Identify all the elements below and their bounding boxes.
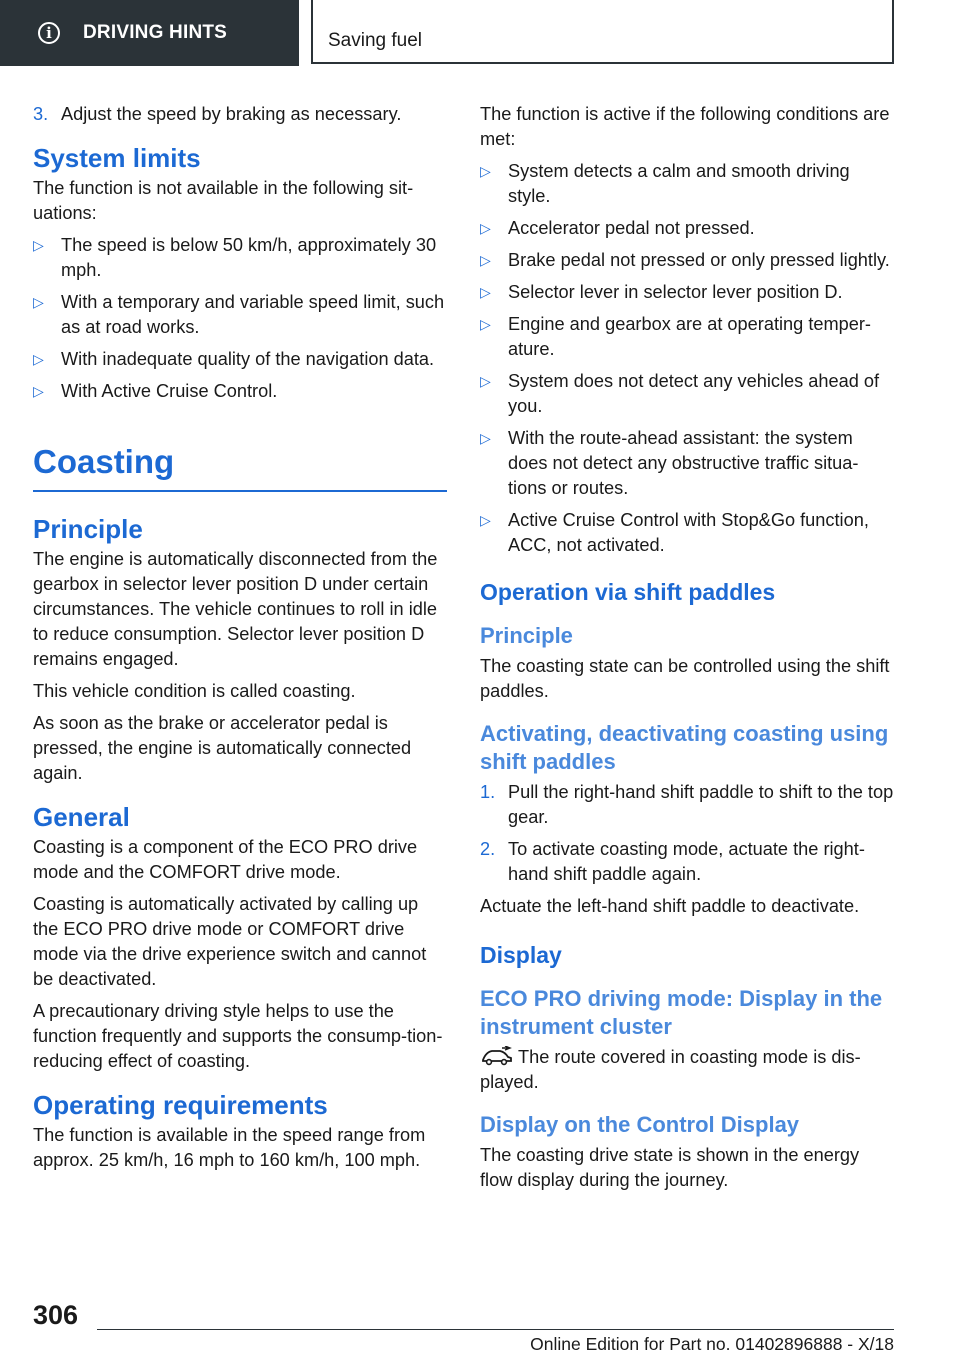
list-item-text: With inadequate quality of the navigation data. [61,349,435,369]
list-item [480,248,894,273]
paragraph: Coasting is a component of the ECO PRO drive mode and the COMFORT drive mode. [33,837,418,882]
right-column [480,102,894,1200]
system-limits-intro: The function is not available in the following sit‐uations: [33,178,414,223]
coasting-heading: Coasting [33,440,447,492]
triangle-bullet-icon: ▷ [33,294,44,310]
page-number: 306 [33,1300,79,1330]
list-item-text: With the route-ahead assistant: the system does not detect any obstructive traffic situa‐tions or routes. [508,428,859,498]
triangle-bullet-icon: ▷ [33,383,44,399]
list-item-text: With a temporary and variable speed limit, such as at road works. [61,292,445,337]
activating-steps [480,780,894,887]
step-number: 3. [33,104,49,124]
list-item-text: Brake pedal not pressed or only pressed lightly. [508,250,890,270]
list-item-text: Accelerator pedal not pressed. [508,218,755,238]
paragraph [480,1045,894,1095]
triangle-bullet-icon: ▷ [33,351,44,367]
list-item [33,347,447,372]
list-item [33,102,447,127]
chapter-tab [311,0,894,64]
list-item [480,159,894,209]
triangle-bullet-icon: ▷ [480,163,491,179]
list-item [480,369,894,419]
eco-display-heading: ECO PRO driving mode: Display in the instrument cluster [480,986,883,1039]
step-number: 1. [480,782,496,802]
list-item [480,508,894,558]
triangle-bullet-icon: ▷ [480,316,491,332]
list-item [480,780,894,830]
triangle-bullet-icon: ▷ [33,237,44,253]
conditions-intro: The function is active if the following conditions are met: [480,104,890,149]
triangle-bullet-icon: ▷ [480,252,491,268]
triangle-bullet-icon: ▷ [480,373,491,389]
paragraph: Coasting is automatically activated by calling up the ECO PRO drive mode or COMFORT drive mode via the drive experience switch and cannot be deactivated. [33,894,427,989]
triangle-bullet-icon: ▷ [480,284,491,300]
page-header [0,0,960,66]
list-item [480,216,894,241]
step-list [33,102,447,127]
conditions-list [480,159,894,558]
paragraph: A precautionary driving style helps to use the function frequently and supports the consump‐tion-reducing effect of coasting. [33,1001,443,1071]
list-item [33,290,447,340]
section-tab [0,0,299,66]
eco-display-text: The route covered in coasting mode is dis‐played. [480,1047,861,1092]
paragraph: Actuate the left-hand shift paddle to deactivate. [480,896,860,916]
triangle-bullet-icon: ▷ [480,430,491,446]
list-item [480,837,894,887]
list-item-text: System detects a calm and smooth driving style. [508,161,850,206]
coasting-car-icon [480,1046,514,1066]
paragraph: The coasting drive state is shown in the energy flow display during the journey. [480,1145,860,1190]
shift-paddles-heading: Operation via shift paddles [480,579,776,605]
paragraph: The engine is automatically disconnected from the gearbox in selector lever position D under certain circumstances. The vehicle continues to roll in idle to reduce consumption. Selector lever position D remains engaged. [33,549,438,669]
list-item [480,426,894,501]
principle-heading: Principle [33,514,143,544]
info-icon: i [38,22,60,44]
step-text: Pull the right-hand shift paddle to shift to the top gear. [508,782,894,827]
edition-text: Online Edition for Part no. 01402896888 - X/18 [530,1334,894,1354]
list-item-text: Engine and gearbox are at operating temper‐ature. [508,314,871,359]
step-text: Adjust the speed by braking as necessary. [61,104,402,124]
sp-principle-heading: Principle [480,623,573,648]
list-item [480,312,894,362]
paragraph: The coasting state can be controlled using the shift paddles. [480,656,890,701]
paragraph: As soon as the brake or accelerator pedal is pressed, the engine is automatically connected again. [33,713,412,783]
paragraph: This vehicle condition is called coasting. [33,681,356,701]
section-label: DRIVING HINTS [83,22,228,43]
general-heading: General [33,802,130,832]
footer-divider [97,1329,894,1330]
list-item-text: Selector lever in selector lever position D. [508,282,843,302]
system-limits-list [33,233,447,404]
list-item [33,379,447,404]
activating-heading: Activating, deactivating coasting using shift paddles [480,721,889,774]
paragraph: The function is available in the speed range from approx. 25 km/h, 16 mph to 160 km/h, 100 mph. [33,1125,426,1170]
operating-requirements-heading: Operating requirements [33,1090,328,1120]
step-number: 2. [480,839,496,859]
display-heading: Display [480,942,562,968]
chapter-title: Saving fuel [328,30,423,51]
list-item [33,233,447,283]
system-limits-heading: System limits [33,143,201,173]
triangle-bullet-icon: ▷ [480,220,491,236]
control-display-heading: Display on the Control Display [480,1112,800,1137]
left-column [33,102,447,1180]
list-item-text: System does not detect any vehicles ahead of you. [508,371,880,416]
triangle-bullet-icon: ▷ [480,512,491,528]
list-item-text: The speed is below 50 km/h, approximately 30 mph. [61,235,437,280]
list-item-text: Active Cruise Control with Stop&Go function, ACC, not activated. [508,510,869,555]
step-text: To activate coasting mode, actuate the right-hand shift paddle again. [508,839,865,884]
list-item-text: With Active Cruise Control. [61,381,278,401]
list-item [480,280,894,305]
